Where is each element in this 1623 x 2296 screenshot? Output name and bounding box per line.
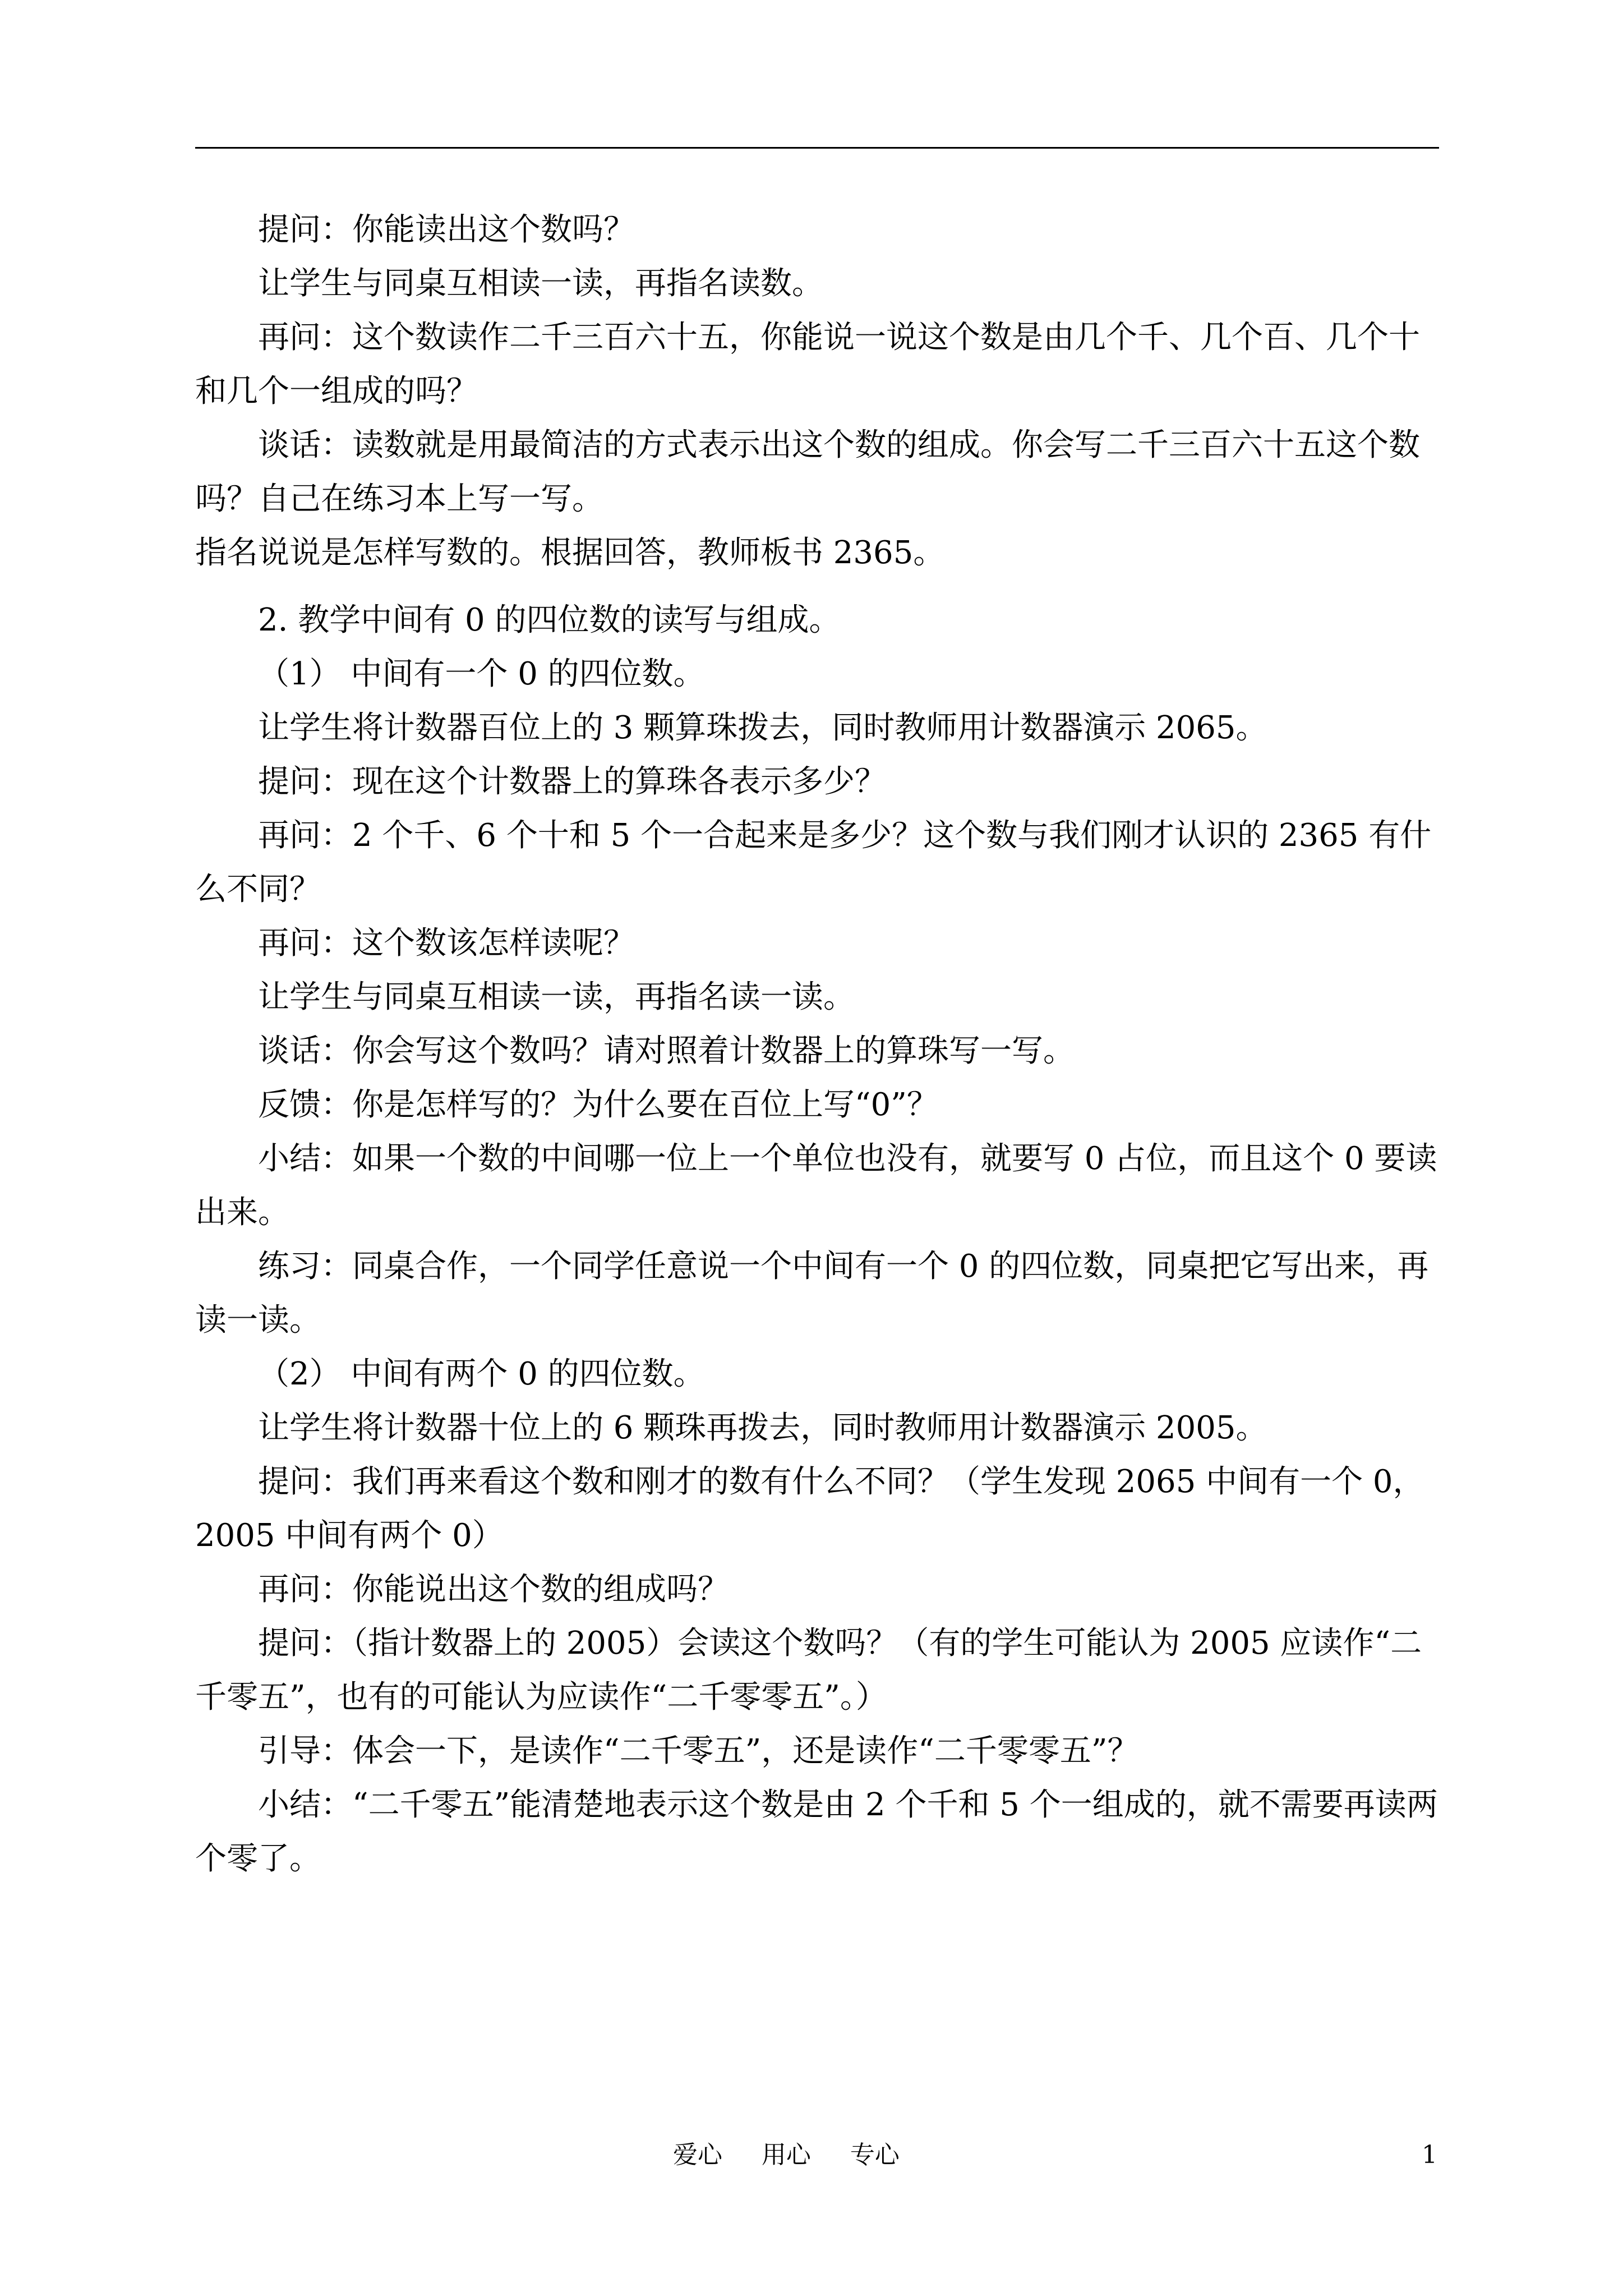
paragraph: 谈话：你会写这个数吗？请对照着计数器上的算珠写一写。 (258, 1033, 1075, 1069)
header-rule (195, 147, 1439, 149)
section-heading: 2. 教学中间有 0 的四位数的读写与组成。 (258, 602, 841, 638)
paragraph: 提问：（指计数器上的 2005）会读这个数吗？（有的学生可能认为 2005 应读作“二千零五”，也有的可能认为应读作“二千零零五”。） (195, 1625, 1422, 1715)
footer-motto: 爱心 用心 专心 (673, 2141, 900, 2169)
paragraph: 小结：“二千零五”能清楚地表示这个数是由 2 个千和 5 个一组成的，就不需要再读两个零了。 (195, 1787, 1438, 1877)
paragraph: 让学生与同桌互相读一读，再指名读一读。 (258, 979, 855, 1015)
paragraph: 再问：这个数该怎样读呢？ (258, 925, 635, 961)
paragraph: 让学生将计数器百位上的 3 颗算珠拨去，同时教师用计数器演示 2065。 (258, 710, 1267, 746)
page-number: 1 (1422, 2141, 1437, 2169)
document-body (195, 203, 1439, 1886)
paragraph: 提问：我们再来看这个数和刚才的数有什么不同？（学生发现 2065 中间有一个 0，2005 中间有两个 0） (195, 1464, 1424, 1554)
paragraph: 提问：现在这个计数器上的算珠各表示多少？ (258, 763, 886, 800)
paragraph: 让学生与同桌互相读一读，再指名读数。 (258, 265, 823, 302)
paragraph: 再问：2 个千、6 个十和 5 个一合起来是多少？这个数与我们刚才认识的 2365 有什么不同？ (195, 817, 1432, 908)
paragraph: 反馈：你是怎样写的？为什么要在百位上写“0”？ (258, 1087, 938, 1123)
paragraph: 提问：你能读出这个数吗？ (258, 211, 635, 248)
paragraph: 谈话：读数就是用最简洁的方式表示出这个数的组成。你会写二千三百六十五这个数吗？自己在练习本上写一写。 (195, 427, 1420, 517)
paragraph: 小结：如果一个数的中间哪一位上一个单位也没有，就要写 0 占位，而且这个 0 要读出来。 (195, 1140, 1437, 1231)
paragraph: 再问：这个数读作二千三百六十五，你能说一说这个数是由几个千、几个百、几个十和几个一组成的吗？ (195, 319, 1420, 409)
paragraph: 指名说说是怎样写数的。根据回答，教师板书 2365。 (195, 535, 945, 571)
paragraph: 练习：同桌合作，一个同学任意说一个中间有一个 0 的四位数，同桌把它写出来，再读一读。 (195, 1248, 1429, 1338)
paragraph: 再问：你能说出这个数的组成吗？ (258, 1571, 729, 1608)
paragraph: 引导：体会一下，是读作“二千零五”，还是读作“二千零零五”？ (258, 1733, 1139, 1769)
subsection-heading: （2） 中间有两个 0 的四位数。 (258, 1356, 705, 1392)
subsection-heading: （1） 中间有一个 0 的四位数。 (258, 656, 705, 692)
paragraph: 让学生将计数器十位上的 6 颗珠再拨去，同时教师用计数器演示 2005。 (258, 1410, 1267, 1446)
